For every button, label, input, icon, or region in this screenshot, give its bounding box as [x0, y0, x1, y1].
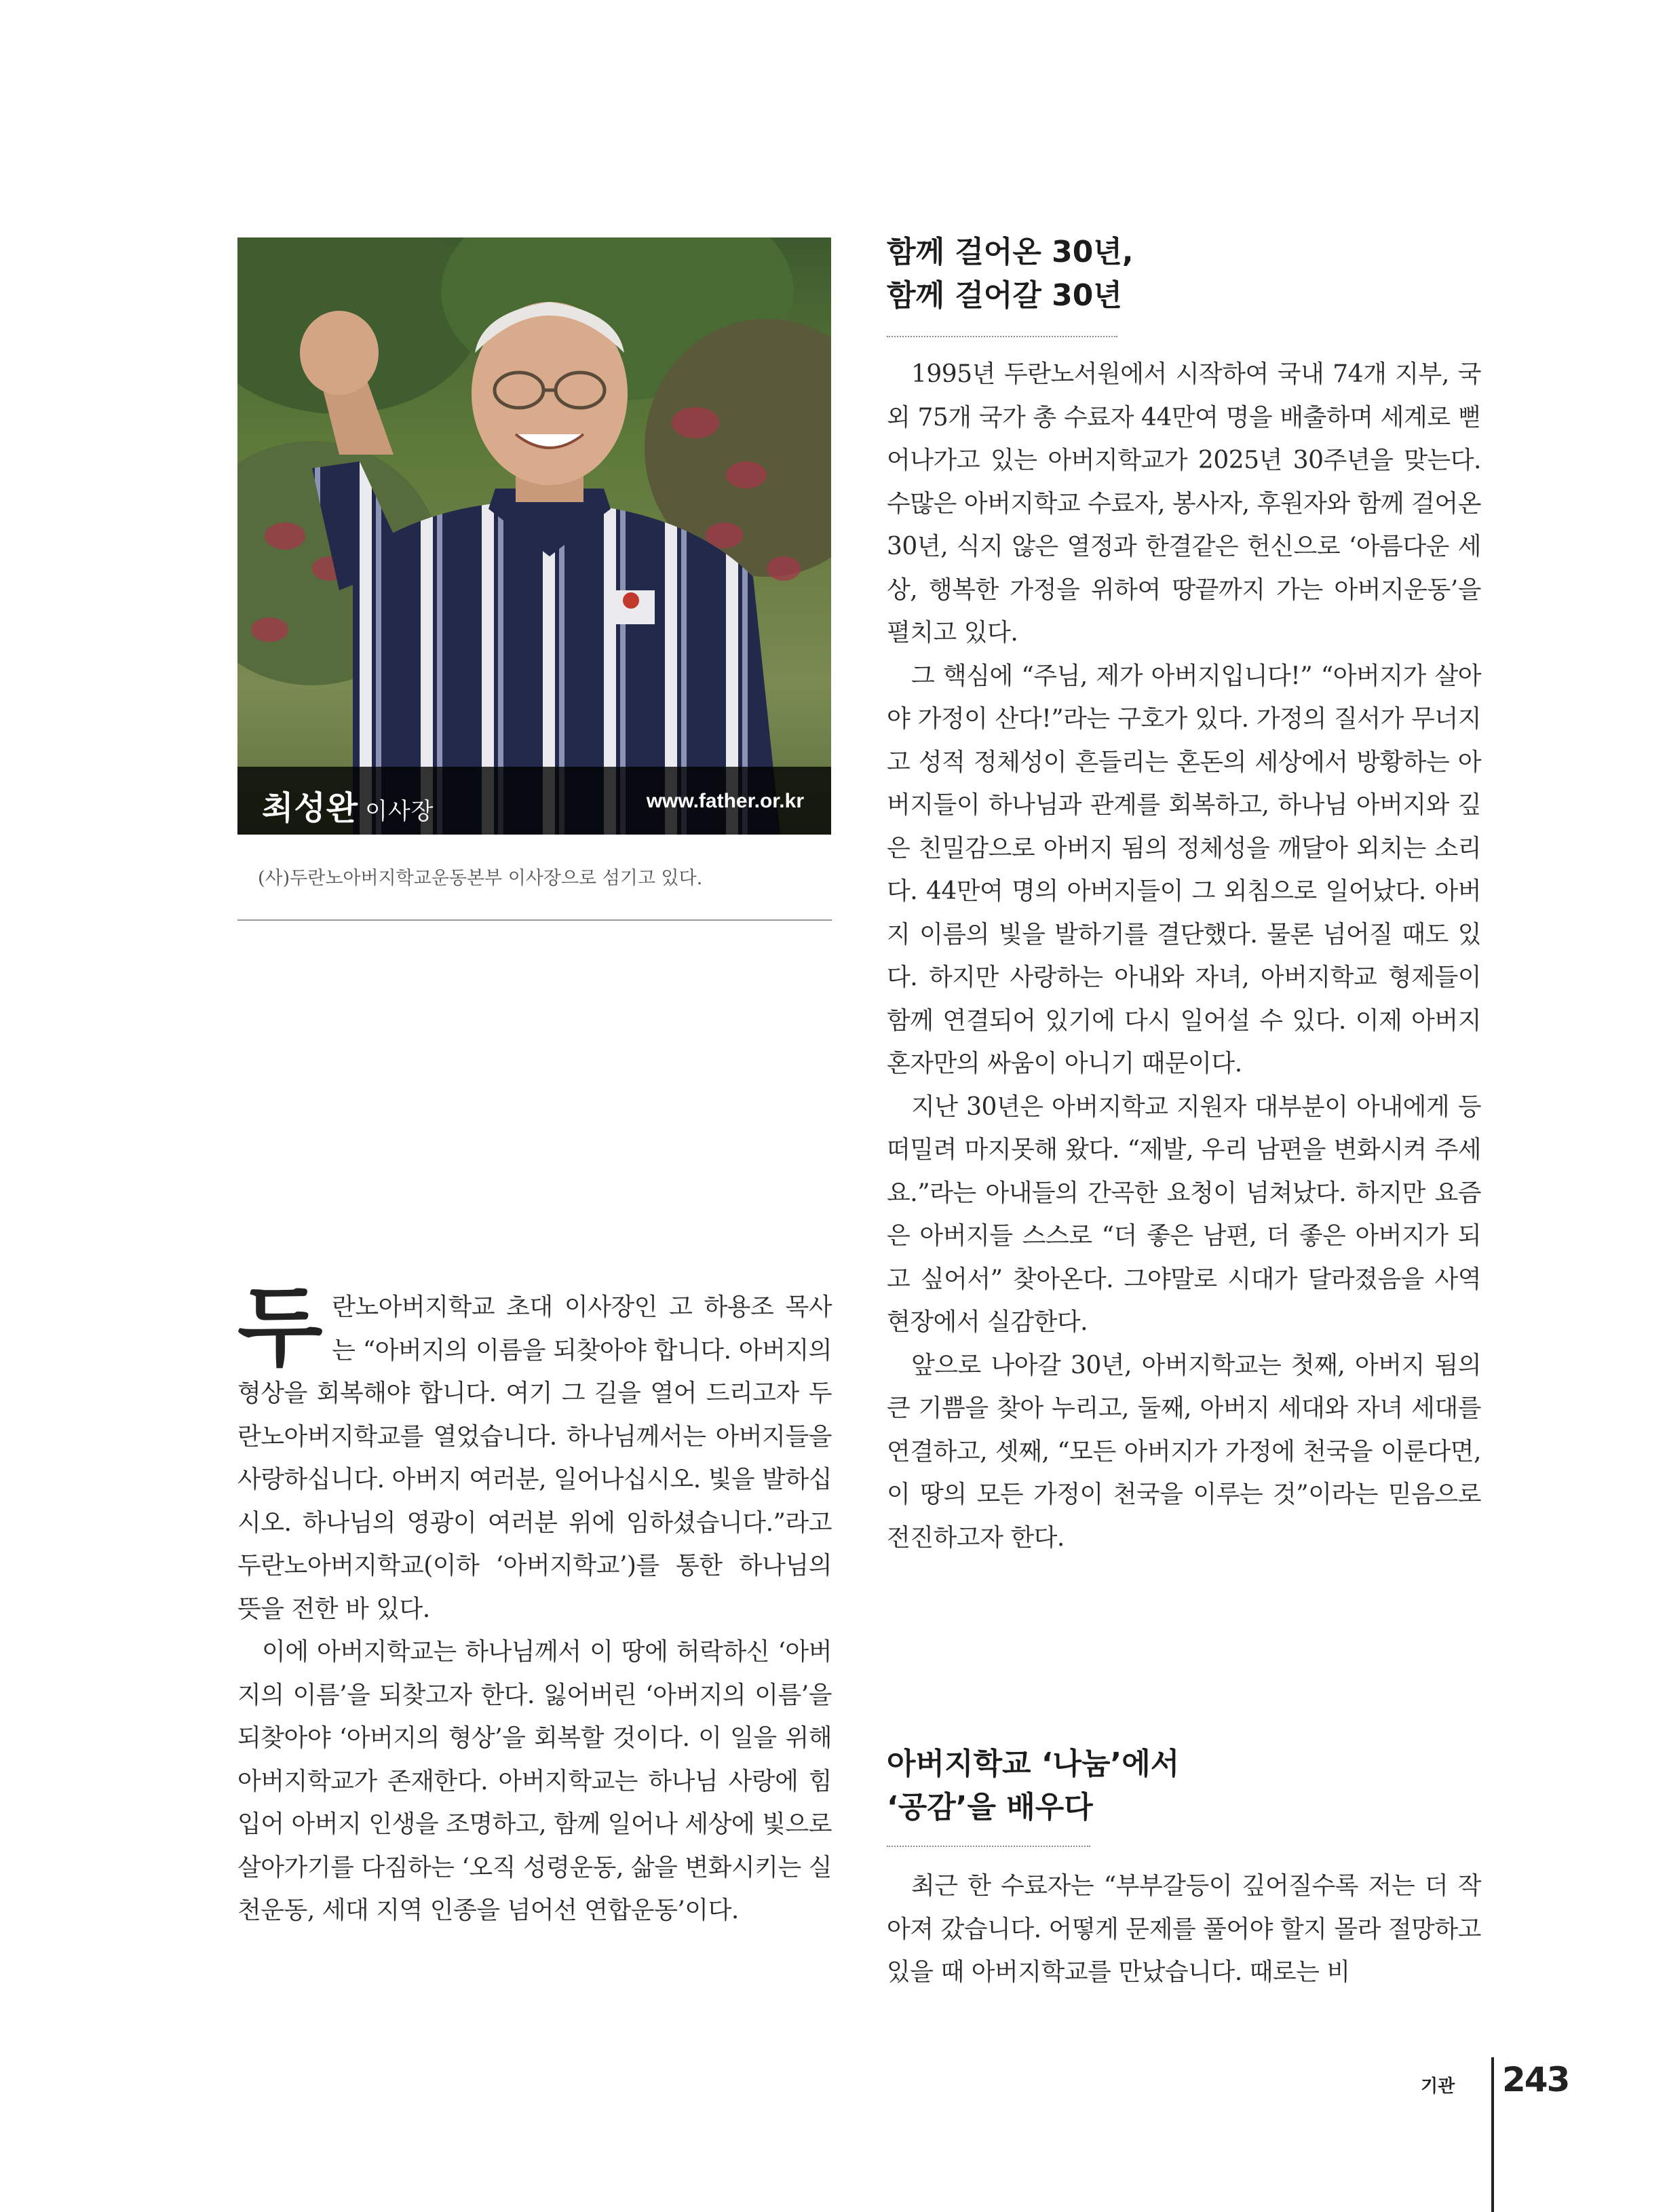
section2-dotted-rule — [887, 1846, 1090, 1847]
portrait-photo — [237, 237, 831, 835]
section2-body — [887, 1865, 1481, 1994]
person-figure — [237, 237, 831, 835]
section2-heading-line1: 아버지학교 ‘나눔’에서 — [887, 1747, 1180, 1781]
person-name — [262, 782, 434, 828]
drop-cap: 두 — [237, 1276, 323, 1379]
folio-bar — [1491, 2057, 1494, 2212]
intro-paragraph-1 — [237, 1276, 832, 1631]
name-text: 최성완 — [262, 789, 359, 827]
website-url: www.father.or.kr — [646, 790, 804, 812]
role-text: 이사장 — [365, 798, 434, 825]
section1-paragraph: 1995년 두란노서원에서 시작하여 국내 74개 지부, 국외 75개 국가 총 수료자 44만여 명을 배출하며 세계로 뻗어나가고 있는 아버지학교가 2025년 30주년을 맞는다. 수많은 아버지학교 수료자, 봉사자, 후원자와 함께 걸어온 30년, 식지 않은 열정과 한결같은 헌신으로 ‘아름다운 세상, 행복한 가정을 위하여 땅끝까지 가는 아버지운동’을 펼치고 있다. — [887, 360, 1481, 647]
section2-heading — [887, 1742, 1179, 1829]
page-number: 243 — [1502, 2060, 1569, 2099]
caption-divider — [237, 919, 832, 921]
section2-paragraph: 최근 한 수료자는 “부부갈등이 깊어질수록 저는 더 작아져 갔습니다. 어떻게 문제를 풀어야 할지 몰라 절망하고 있을 때 아버지학교를 만났습니다. 때로는 비 — [887, 1872, 1481, 1986]
photo-caption-bar — [237, 767, 831, 835]
section1-body — [887, 353, 1481, 1559]
section1-heading-line1: 함께 걸어온 30년, — [887, 235, 1134, 269]
section1-heading-line2: 함께 걸어갈 30년 — [887, 278, 1122, 313]
section1-paragraph: 앞으로 나아갈 30년, 아버지학교는 첫째, 아버지 됨의 큰 기쁨을 찾아 누리고, 둘째, 아버지 세대와 자녀 세대를 연결하고, 셋째, “모든 아버지가 가정에 천국을 이룬다면, 이 땅의 모든 가정이 천국을 이루는 것”이라는 믿음으로 전진하고자 한다. — [887, 1351, 1481, 1552]
section1-paragraph: 지난 30년은 아버지학교 지원자 대부분이 아내에게 등 떠밀려 마지못해 왔다. “제발, 우리 남편을 변화시켜 주세요.”라는 아내들의 간곡한 요청이 넘쳐났다. 하지만 요즘은 아버지들 스스로 “더 좋은 남편, 더 좋은 아버지가 되고 싶어서” 찾아온다. 그야말로 시대가 달라졌음을 사역 현장에서 실감한다. — [887, 1092, 1481, 1336]
section1-paragraph: 그 핵심에 “주님, 제가 아버지입니다!” “아버지가 살아야 가정이 산다!”라는 구호가 있다. 가정의 질서가 무너지고 성적 정체성이 흔들리는 혼돈의 세상에서 방황하는 아버지들이 하나님과 관계를 회복하고, 하나님 아버지와 깊은 친밀감으로 아버지 됨의 정체성을 깨달아 외치는 소리다. 44만여 명의 아버지들이 그 외침으로 일어났다. 아버지 이름의 빛을 발하기를 결단했다. 물론 넘어질 때도 있다. 하지만 사랑하는 아내와 자녀, 아버지학교 형제들이 함께 연결되어 있기에 다시 일어설 수 있다. 이제 아버지 혼자만의 싸움이 아니기 때문이다. — [887, 662, 1481, 1078]
section1-dotted-rule — [887, 336, 1117, 337]
intro-body — [237, 1276, 832, 1932]
photo-caption: (사)두란노아버지학교운동본부 이사장으로 섬기고 있다. — [258, 868, 703, 889]
folio-label: 기관 — [1421, 2076, 1455, 2097]
section2-heading-line2: ‘공감’을 배우다 — [887, 1790, 1093, 1825]
intro-paragraph-1-text: 란노아버지학교 초대 이사장인 고 하용조 목사는 “아버지의 이름을 되찾아야 합니다. 아버지의 형상을 회복해야 합니다. 여기 그 길을 열어 드리고자 두란노아버지학교를 열었습니다. 하나님께서는 아버지들을 사랑하십니다. 아버지 여러분, 일어나십시오. 빛을 발하십시오. 하나님의 영광이 여러분 위에 임하셨습니다.”라고 두란노아버지학교(이하 ‘아버지학교’)를 통한 하나님의 뜻을 전한 바 있다. — [237, 1293, 832, 1623]
intro-paragraph-2: 이에 아버지학교는 하나님께서 이 땅에 허락하신 ‘아버지의 이름’을 되찾고자 한다. 잃어버린 ‘아버지의 이름’을 되찾아야 ‘아버지의 형상’을 회복할 것이다. 이 일을 위해 아버지학교가 존재한다. 아버지학교는 하나님 사랑에 힘입어 아버지 인생을 조명하고, 함께 일어나 세상에 빛으로 살아가기를 다짐하는 ‘오직 성령운동, 삶을 변화시키는 실천운동, 세대 지역 인종을 넘어선 연합운동’이다. — [237, 1638, 832, 1924]
section1-heading — [887, 231, 1134, 318]
